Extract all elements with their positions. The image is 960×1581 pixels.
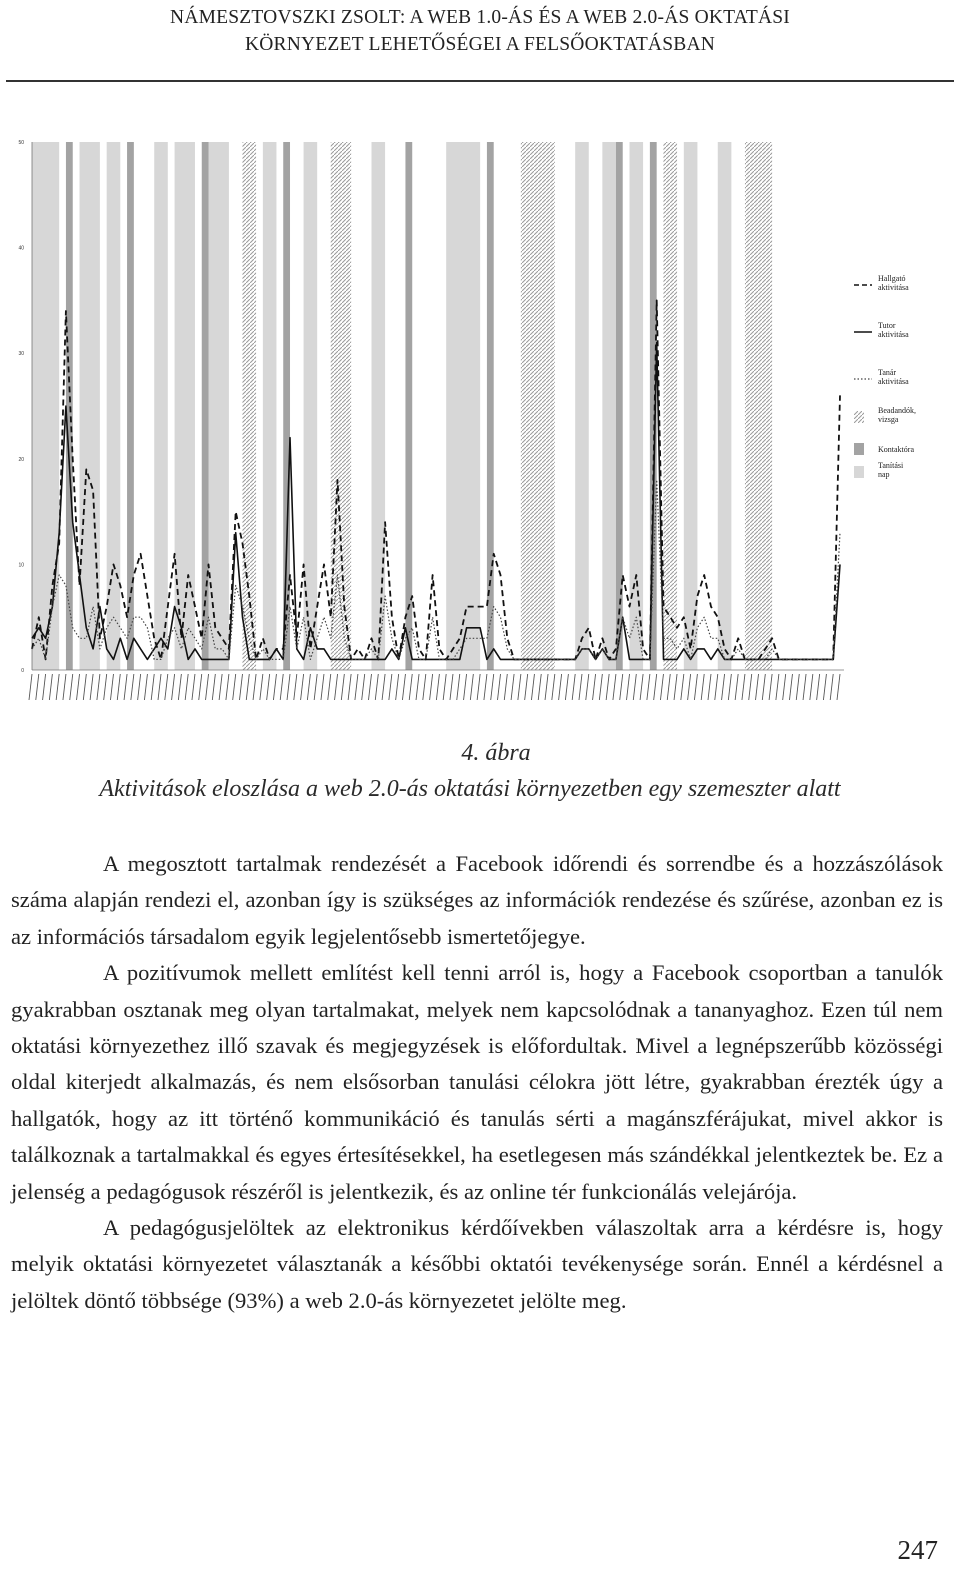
figure-caption: Aktivitások eloszlása a web 2.0-ás oktatási környezetben egy szemeszter alatt [99,776,841,802]
x-tick-mark [660,674,663,700]
x-tick-mark [56,674,59,700]
y-tick-label: 10 [18,562,24,569]
teaching-day-band [446,142,480,670]
x-tick-mark [450,674,453,700]
x-tick-mark [83,674,86,700]
x-tick-mark [131,674,134,700]
paragraph-1: A megosztott tartalmak rendezését a Facebook időrendi és sorrendbe és a hozzászólások száma alapján rendezi el, azonban így is szükséges az információk rendezése és szűrése, azonban ez is az információs társadalom egyik legjelentősebb ismertetőjegye. [11,851,943,949]
x-tick-mark [158,674,161,700]
x-tick-mark [552,674,555,700]
y-tick-label: 50 [18,140,24,146]
x-tick-mark [830,674,833,700]
contact-hour-band [66,142,73,670]
x-tick-mark [341,674,344,700]
x-tick-mark [565,674,568,700]
x-tick-mark [206,674,209,700]
x-tick-mark [667,674,670,700]
running-header [0,4,960,58]
activity-chart [18,127,936,712]
x-tick-mark [538,674,541,700]
x-tick-mark [375,674,378,700]
x-tick-mark [77,674,80,700]
body-text [11,846,943,1319]
x-tick-mark [701,674,704,700]
teaching-day-band [684,142,698,670]
x-tick-mark [789,674,792,700]
y-tick-label: 20 [18,456,24,463]
x-tick-mark [810,674,813,700]
x-tick-mark [647,674,650,700]
x-tick-mark [436,674,439,700]
x-tick-mark [389,674,392,700]
x-tick-mark [715,674,718,700]
teaching-day-band [32,142,59,670]
x-tick-mark [796,674,799,700]
x-tick-mark [823,674,826,700]
x-tick-mark [504,674,507,700]
legend-swatch [854,466,864,478]
x-tick-mark [586,674,589,700]
x-tick-mark [430,674,433,700]
x-tick-mark [613,674,616,700]
paragraph-3: A pedagógusjelöltek az elektronikus kérdőívekben válaszoltak arra a kérdésre is, hogy melyik oktatási környezetet választanák a későbbi oktatói tevékenysége során. Ennél a kérdésnel a jelöltek döntő többsége (93%) a web 2.0-ás környezetet jelölte meg. [11,1215,943,1313]
teaching-day-band [209,142,229,670]
x-tick-mark [185,674,188,700]
x-tick-mark [267,674,270,700]
x-tick-mark [97,674,100,700]
x-tick-mark [457,674,460,700]
x-tick-mark [749,674,752,700]
x-tick-mark [192,674,195,700]
header-line-1: NÁMESZTOVSZKI ZSOLT: A WEB 1.0-ÁS ÉS A WEB 2.0-ÁS OKTATÁSI [170,7,790,28]
x-tick-mark [260,674,263,700]
contact-hour-band [487,142,494,670]
x-tick-mark [355,674,358,700]
x-tick-mark [49,674,52,700]
x-tick-mark [335,674,338,700]
x-tick-mark [620,674,623,700]
assignment-band [331,142,351,670]
x-tick-mark [735,674,738,700]
x-tick-mark [117,674,120,700]
x-tick-mark [382,674,385,700]
x-tick-mark [511,674,514,700]
x-tick-mark [769,674,772,700]
x-tick-mark [803,674,806,700]
x-tick-mark [627,674,630,700]
x-tick-mark [783,674,786,700]
assignment-band [745,142,772,670]
x-tick-mark [470,674,473,700]
x-tick-mark [43,674,46,700]
x-tick-mark [464,674,467,700]
x-tick-mark [640,674,643,700]
x-tick-mark [314,674,317,700]
x-tick-mark [110,674,113,700]
x-tick-mark [328,674,331,700]
schedule-bands [32,142,772,670]
teaching-day-band [304,142,318,670]
x-tick-mark [294,674,297,700]
x-tick-mark [409,674,412,700]
x-tick-mark [362,674,365,700]
x-tick-mark [416,674,419,700]
x-tick-mark [29,674,32,700]
chart-svg [18,127,936,712]
x-tick-mark [694,674,697,700]
assignment-band [663,142,677,670]
x-tick-mark [239,674,242,700]
x-tick-mark [307,674,310,700]
x-tick-mark [90,674,93,700]
x-tick-mark [708,674,711,700]
x-tick-mark [233,674,236,700]
assignment-band [242,142,256,670]
legend-label: Kontaktóra [878,445,914,454]
x-tick-mark [321,674,324,700]
x-tick-mark [301,674,304,700]
x-tick-mark [402,674,405,700]
x-tick-mark [273,674,276,700]
teaching-day-band [630,142,644,670]
contact-hour-band [202,142,209,670]
x-tick-mark [545,674,548,700]
x-tick-mark [688,674,691,700]
legend-label: Beadandók, vizsga [878,406,916,424]
x-tick-mark [498,674,501,700]
legend-swatch [854,411,864,423]
x-tick-mark [63,674,66,700]
x-tick-mark [572,674,575,700]
x-tick-mark [681,674,684,700]
x-tick-mark [36,674,39,700]
x-tick-mark [606,674,609,700]
contact-hour-band [283,142,290,670]
teaching-day-band [575,142,589,670]
x-tick-mark [817,674,820,700]
y-tick-label: 40 [18,245,24,252]
teaching-day-band [602,142,616,670]
x-tick-mark [776,674,779,700]
x-tick-mark [484,674,487,700]
x-tick-mark [104,674,107,700]
teaching-day-band [718,142,732,670]
x-tick-mark [280,674,283,700]
x-tick-mark [722,674,725,700]
x-tick-mark [518,674,521,700]
x-tick-mark [144,674,147,700]
x-tick-mark [124,674,127,700]
x-tick-mark [525,674,528,700]
y-tick-label: 30 [18,351,24,358]
x-tick-mark [728,674,731,700]
legend-label: Hallgató aktivitása [878,274,909,292]
x-tick-mark [287,674,290,700]
x-tick-mark [654,674,657,700]
x-tick-mark [219,674,222,700]
x-tick-mark [742,674,745,700]
legend-label: Tutor aktivitása [878,321,909,339]
x-tick-mark [531,674,534,700]
chart-legend [854,274,916,479]
x-date-ticks [29,674,840,700]
x-tick-mark [212,674,215,700]
header-rule [6,80,954,82]
assignment-band [521,142,555,670]
figure-label: 4. ábra [461,740,531,766]
teaching-day-band [80,142,100,670]
x-tick-mark [837,674,840,700]
x-tick-mark [226,674,229,700]
x-tick-mark [253,674,256,700]
x-tick-mark [599,674,602,700]
x-tick-mark [477,674,480,700]
x-tick-mark [151,674,154,700]
legend-label: Tanítási nap [878,461,904,479]
teaching-day-band [154,142,168,670]
x-tick-mark [396,674,399,700]
x-tick-mark [138,674,141,700]
x-tick-mark [559,674,562,700]
x-tick-mark [165,674,168,700]
y-tick-label: 0 [21,668,24,674]
x-tick-mark [491,674,494,700]
teaching-day-band [263,142,277,670]
x-tick-mark [633,674,636,700]
x-tick-mark [178,674,181,700]
x-tick-mark [199,674,202,700]
legend-label: Tanár aktivitása [878,368,909,386]
x-tick-mark [443,674,446,700]
page-number: 247 [897,1535,938,1565]
legend-swatch [854,443,864,455]
x-tick-mark [579,674,582,700]
x-tick-mark [423,674,426,700]
x-tick-mark [172,674,175,700]
contact-hour-band [405,142,412,670]
x-tick-mark [593,674,596,700]
x-tick-mark [762,674,765,700]
x-tick-mark [348,674,351,700]
header-line-2: KÖRNYEZET LEHETŐSÉGEI A FELSŐOKTATÁSBAN [244,34,716,55]
x-tick-mark [368,674,371,700]
x-tick-mark [674,674,677,700]
paragraph-2: A pozitívumok mellett említést kell tenni arról is, hogy a Facebook csoportban a tanulók gyakrabban osztanak meg olyan tartalmakat, melyek nem kapcsolódnak a tananyaghoz. Ezen túl nem oktatási környezethez illő szavak és megjegyzések is előfordultak. Mivel a legnépszerűbb közösségi oldal kiterjedt alkalmazás, és nem elsősorban tanulási célokra jött létre, gyakrabban érezték úgy a hallgatók, hogy az itt történő kommunikáció és tanulás sérti a magánszférájukat, mivel akkor is találkoznak a tartalmakkal és egyes értesítésekkel, ha esetlegesen más szándékkal jelentkeztek be. Ez a jelenség a pedagógusok részéről is jelentkezik, és az online tér funkcionálás velejárója. [11,960,943,1204]
x-tick-mark [246,674,249,700]
x-tick-mark [756,674,759,700]
x-tick-mark [70,674,73,700]
teaching-day-band [371,142,385,670]
